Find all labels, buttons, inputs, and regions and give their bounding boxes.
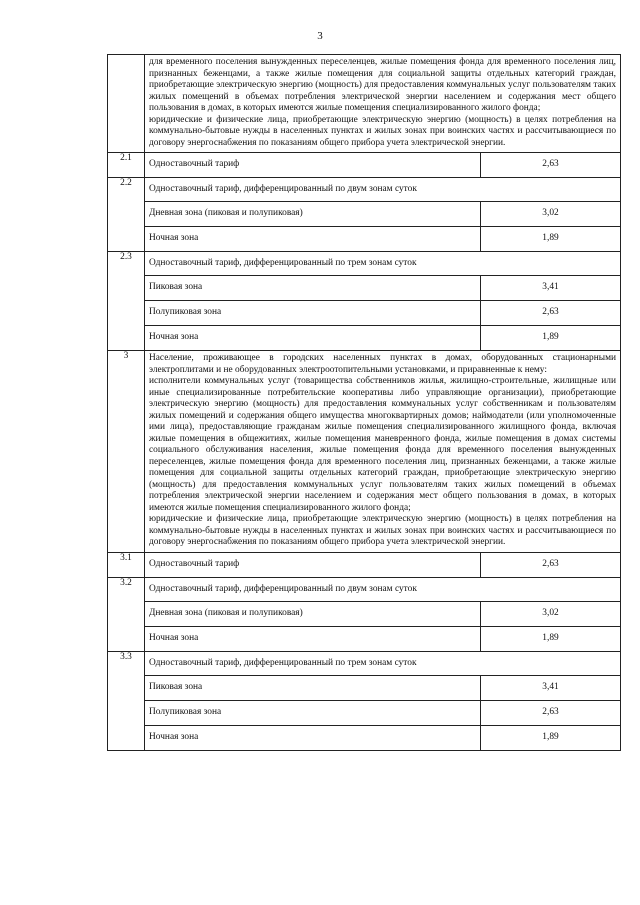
- zone-label: Ночная зона: [145, 626, 481, 651]
- table-row: [108, 651, 621, 675]
- table-row: [108, 178, 621, 202]
- table-row: [108, 55, 621, 153]
- row-number: 3.1: [108, 552, 145, 577]
- tariff-label: Одноставочный тариф: [145, 153, 481, 178]
- tariff-value: 2,63: [481, 153, 621, 178]
- table-row: [108, 675, 621, 700]
- table-row: [108, 276, 621, 301]
- tariff-label: Одноставочный тариф, дифференцированный по двум зонам суток: [145, 178, 621, 202]
- zone-label: Дневная зона (пиковая и полупиковая): [145, 202, 481, 227]
- tariff-value: 2,63: [481, 552, 621, 577]
- table-row: [108, 577, 621, 601]
- tariff-label: Одноставочный тариф, дифференцированный по двум зонам суток: [145, 577, 621, 601]
- zone-value: 3,41: [481, 675, 621, 700]
- table-row: [108, 725, 621, 750]
- zone-value: 1,89: [481, 227, 621, 252]
- zone-value: 3,02: [481, 202, 621, 227]
- row-number: 2.3: [108, 252, 145, 351]
- page-number: 3: [317, 30, 323, 42]
- table-row: [108, 351, 621, 553]
- zone-label: Ночная зона: [145, 725, 481, 750]
- zone-label: Дневная зона (пиковая и полупиковая): [145, 601, 481, 626]
- row-number: 2.2: [108, 178, 145, 252]
- tariff-table: [107, 54, 621, 751]
- zone-value: 1,89: [481, 326, 621, 351]
- description-paragraph: юридические и физические лица, приобретающие электрическую энергию (мощность) в целях потребления на коммунально-бытовые нужды в населенных пунктах и жилых зонах при воинских частях и рассчитывающиеся по договору энергоснабжения по показаниям общего прибора учета электрической энергии.: [149, 514, 617, 547]
- row-number: [108, 55, 145, 153]
- zone-value: 2,63: [481, 700, 621, 725]
- table-row: [108, 601, 621, 626]
- consumer-category-description: [145, 55, 621, 153]
- row-number: 2.1: [108, 153, 145, 178]
- table-row: [108, 252, 621, 276]
- zone-value: 1,89: [481, 725, 621, 750]
- row-number: 3.2: [108, 577, 145, 651]
- table-row: [108, 227, 621, 252]
- zone-label: Ночная зона: [145, 326, 481, 351]
- table-row: [108, 552, 621, 577]
- zone-label: Пиковая зона: [145, 276, 481, 301]
- zone-label: Ночная зона: [145, 227, 481, 252]
- description-paragraph: исполнители коммунальных услуг (товарищества собственников жилья, жилищно-строительные, жилищные или иные специализированные потребительские кооперативы либо управляющие организации), приобретающие электрическую энергию (мощность) для предоставления коммунальных услуг собственникам и пользователям жилых помещений и содержания общего имущества многоквартирных домов; наймодатели (или уполномоченные ими лица), предоставляющие гражданам жилые помещения специализированного жилищного фонда, включая жилые помещения в общежитиях, жилые помещения маневренного фонда, жилые помещения в домах системы социального обслуживания населения, жилые помещения фонда для временного поселения вынужденных переселенцев, жилые помещения фонда для временного поселения лиц, признанных беженцами, а также жилые помещения для социальной защиты отдельных категорий граждан, приобретающие электрическую энергию (мощность) для предоставления коммунальных услуг пользователям таких жилых помещений в объемах потребления электрической энергии населением и содержания мест общего пользования в домах, в которых имеются жилые помещения специализированного жилого фонда;: [149, 376, 617, 513]
- description-paragraph: юридические и физические лица, приобретающие электрическую энергию (мощность) в целях потребления на коммунально-бытовые нужды в населенных пунктах и жилых зонах при воинских частях и рассчитывающиеся по договору энергоснабжения по показаниям общего прибора учета электрической энергии.: [149, 114, 617, 148]
- row-number: 3.3: [108, 651, 145, 750]
- table-row: [108, 153, 621, 178]
- table-row: [108, 202, 621, 227]
- zone-label: Пиковая зона: [145, 675, 481, 700]
- description-paragraph: для временного поселения вынужденных переселенцев, жилые помещения фонда для временного поселения лиц, признанных беженцами, а также жилые помещения для социальной защиты отдельных категорий граждан, приобретающие электрическую энергию (мощность) для предоставления коммунальных услуг пользователям таких жилых помещений в объемах потребления электрической энергии населением и содержания мест общего пользования в домах, в которых имеются жилые помещения специализированного жилого фонда;: [149, 57, 617, 113]
- zone-value: 3,02: [481, 601, 621, 626]
- zone-value: 2,63: [481, 301, 621, 326]
- table-row: [108, 700, 621, 725]
- table-row: [108, 626, 621, 651]
- description-paragraph: Население, проживающее в городских населенных пунктах в домах, оборудованных стационарными электроплитами и не оборудованных электроотопительными установками, и приравненные к нему:: [149, 353, 617, 375]
- zone-value: 1,89: [481, 626, 621, 651]
- tariff-label: Одноставочный тариф, дифференцированный по трем зонам суток: [145, 651, 621, 675]
- table-row: [108, 326, 621, 351]
- zone-label: Полупиковая зона: [145, 301, 481, 326]
- row-number: 3: [108, 351, 145, 553]
- zone-label: Полупиковая зона: [145, 700, 481, 725]
- table-row: [108, 301, 621, 326]
- tariff-label: Одноставочный тариф, дифференцированный по трем зонам суток: [145, 252, 621, 276]
- zone-value: 3,41: [481, 276, 621, 301]
- tariff-label: Одноставочный тариф: [145, 552, 481, 577]
- consumer-category-description: [145, 351, 621, 553]
